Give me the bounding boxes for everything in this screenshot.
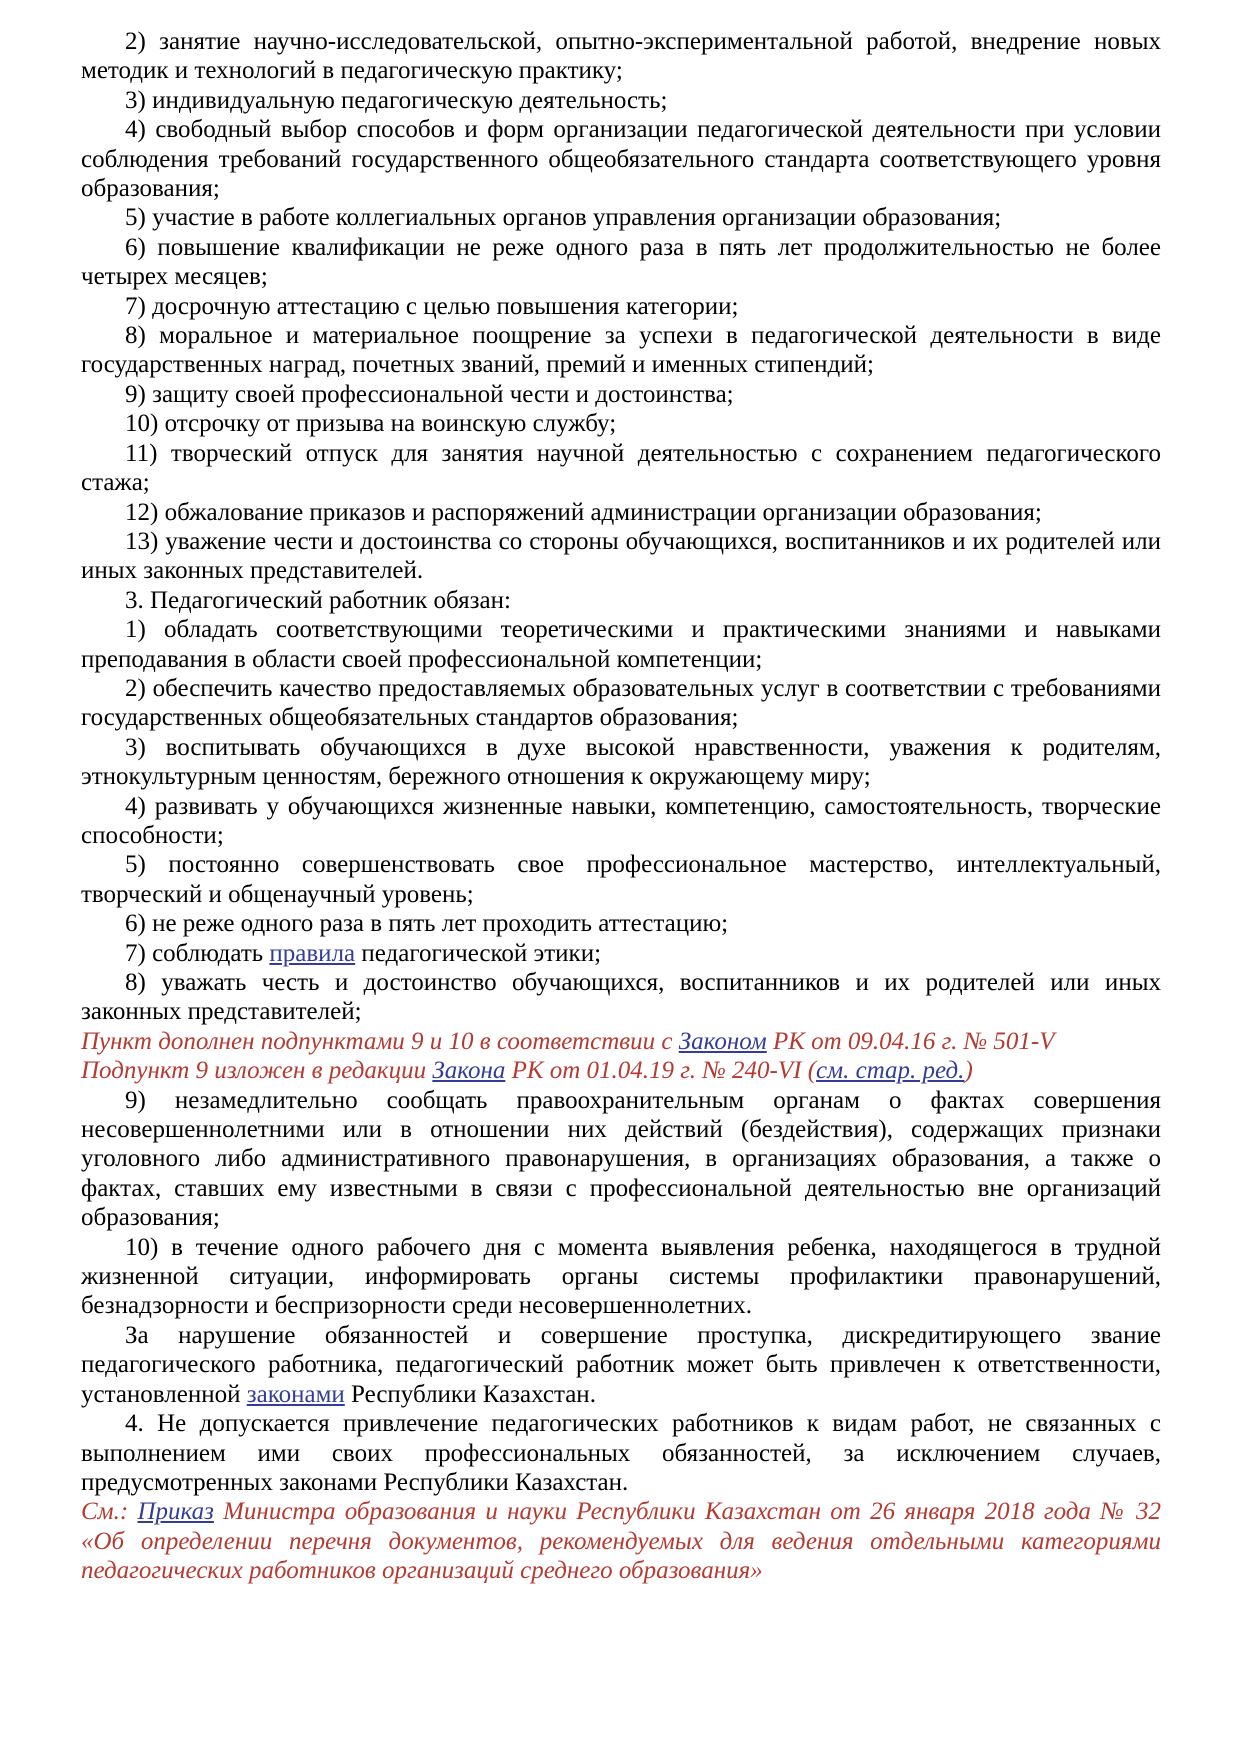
text-run: 2) занятие научно-исследовательской, опытно-экспериментальной работой, внедрение новых методик и технологий в педагогическую практику; <box>81 28 1161 85</box>
link-law-240[interactable]: Закона <box>432 1057 506 1085</box>
paragraph-duties-4 <box>81 792 1161 851</box>
text-run: 6) повышение квалификации не реже одного раза в пять лет продолжительностью не более четырех месяцев; <box>81 233 1161 291</box>
paragraph-duties-2 <box>81 674 1161 733</box>
text-run: 1) обладать соответствующими теоретическими и практическими знаниями и навыками преподавания в области своей профессиональной компетенции; <box>81 616 1161 673</box>
text-run: 2) обеспечить качество предоставляемых образовательных услуг в соответствии с требованиями государственных общеобязательных стандартов образования; <box>81 674 1161 732</box>
text-run: 8) уважать честь и достоинство обучающихся, воспитанников и их родителей или иных законных представителей; <box>81 969 1161 1026</box>
text-run: Министра образования и науки Республики Казахстан от 26 января 2018 года № 32 «Об определении перечня документов, рекомендуемых для ведения отдельными категориями педагогических работников организаций среднего образования» <box>81 1498 1161 1585</box>
paragraph-rights-10 <box>81 409 1161 438</box>
text-run: 4) свободный выбор способов и форм организации педагогической деятельности при условии соблюдения требований государственного общеобязательного стандарта соответствующего уровня образования; <box>81 116 1161 203</box>
text-run: 5) участие в работе коллегиальных органов управления организации образования; <box>125 204 1002 232</box>
paragraph-rights-13 <box>81 527 1161 586</box>
text-run: Подпункт 9 изложен в редакции <box>81 1057 433 1085</box>
paragraph-duties-8 <box>81 968 1161 1027</box>
paragraph-duties-1 <box>81 615 1161 674</box>
text-run: 7) досрочную аттестацию с целью повышения категории; <box>125 292 739 320</box>
text-run: 12) обжалование приказов и распоряжений администрации организации образования; <box>125 498 1042 526</box>
text-run: 3) воспитывать обучающихся в духе высокой нравственности, уважения к родителям, этнокультурным ценностям, бережного отношения к окружающему миру; <box>81 733 1161 791</box>
text-run: Пункт дополнен подпунктами 9 и 10 в соответствии с <box>81 1027 679 1055</box>
paragraph-rights-3 <box>81 86 1161 115</box>
text-run: За нарушение обязанностей и совершение проступка, дискредитирующего звание педагогического работника, педагогический работник может быть привлечен к ответственности, установленной <box>81 1321 1161 1408</box>
paragraph-duties-6 <box>81 909 1161 938</box>
text-run: ) <box>964 1057 973 1085</box>
paragraph-duties-9 <box>81 1086 1161 1233</box>
text-run: 4) развивать у обучающихся жизненные навыки, компетенцию, самостоятельность, творческие способности; <box>81 792 1161 849</box>
paragraph-duties-7 <box>81 939 1161 968</box>
text-run: 6) не реже одного раза в пять лет проходить аттестацию; <box>125 910 729 938</box>
paragraph-point-3-heading <box>81 586 1161 615</box>
paragraph-note-amendment-law-240 <box>81 1056 1161 1085</box>
paragraph-point-4 <box>81 1409 1161 1497</box>
text-run: 3. Педагогический работник обязан: <box>125 586 511 614</box>
link-rules-of-pedagogical-ethics[interactable]: правила <box>269 939 356 967</box>
paragraph-liability-paragraph <box>81 1321 1161 1409</box>
paragraph-note-see-order-32 <box>81 1497 1161 1585</box>
paragraph-rights-9 <box>81 380 1161 409</box>
text-run: педагогической этики; <box>355 939 602 967</box>
text-run: 4. Не допускается привлечение педагогических работников к видам работ, не связанных с выполнением ими своих профессиональных обязанностей, за исключением случаев, предусмотренных законами Республики Казахстан. <box>81 1410 1161 1496</box>
paragraph-rights-6 <box>81 233 1161 292</box>
text-run: См.: <box>81 1498 138 1526</box>
text-run: 3) индивидуальную педагогическую деятельность; <box>125 86 668 114</box>
text-run: 9) незамедлительно сообщать правоохранительным органам о фактах совершения несовершеннолетними или в отношении них действий (бездействия), содержащих признаки уголовного либо административного правонарушения, в организациях образования, а также о фактах, ставших ему известными в связи с профессиональной деятельностью вне организаций образования; <box>81 1086 1161 1232</box>
text-run: 11) творческий отпуск для занятия научной деятельностью с сохранением педагогического стажа; <box>81 439 1161 497</box>
paragraph-rights-12 <box>81 498 1161 527</box>
link-law-501[interactable]: Законом <box>678 1027 767 1055</box>
text-run: 13) уважение чести и достоинства со стороны обучающихся, воспитанников и их родителей или иных законных представителей. <box>81 527 1161 585</box>
paragraph-duties-5 <box>81 850 1161 909</box>
paragraph-duties-3 <box>81 733 1161 792</box>
paragraph-rights-2 <box>81 27 1161 86</box>
paragraph-rights-5 <box>81 203 1161 232</box>
paragraph-note-amendment-law-501 <box>81 1027 1161 1056</box>
link-laws-of-kazakhstan[interactable]: законами <box>246 1380 345 1408</box>
paragraph-rights-8 <box>81 321 1161 380</box>
text-run: 10) отсрочку от призыва на воинскую службу; <box>125 410 617 438</box>
text-run: 9) защиту своей профессиональной чести и достоинства; <box>125 380 734 408</box>
document-body <box>81 27 1161 1586</box>
text-run: 7) соблюдать <box>125 939 270 967</box>
text-run: 5) постоянно совершенствовать свое профессиональное мастерство, интеллектуальный, творческий и общенаучный уровень; <box>81 851 1161 908</box>
paragraph-rights-7 <box>81 292 1161 321</box>
text-run: 10) в течение одного рабочего дня с момента выявления ребенка, находящегося в трудной жизненной ситуации, информировать органы системы профилактики правонарушений, безнадзорности и беспризорности среди несовершеннолетних. <box>81 1233 1161 1320</box>
text-run: 8) моральное и материальное поощрение за успехи в педагогической деятельности в виде государственных наград, почетных званий, премий и именных стипендий; <box>81 322 1161 379</box>
paragraph-rights-11 <box>81 439 1161 498</box>
link-see-old-version[interactable]: см. стар. ред. <box>816 1057 965 1085</box>
text-run: Республики Казахстан. <box>344 1380 596 1408</box>
text-run: РК от 09.04.16 г. № 501-V <box>766 1027 1055 1055</box>
text-run: РК от 01.04.19 г. № 240-VI ( <box>505 1057 817 1085</box>
paragraph-rights-4 <box>81 115 1161 203</box>
link-order-minister-32[interactable]: Приказ <box>137 1498 214 1526</box>
paragraph-duties-10 <box>81 1233 1161 1321</box>
